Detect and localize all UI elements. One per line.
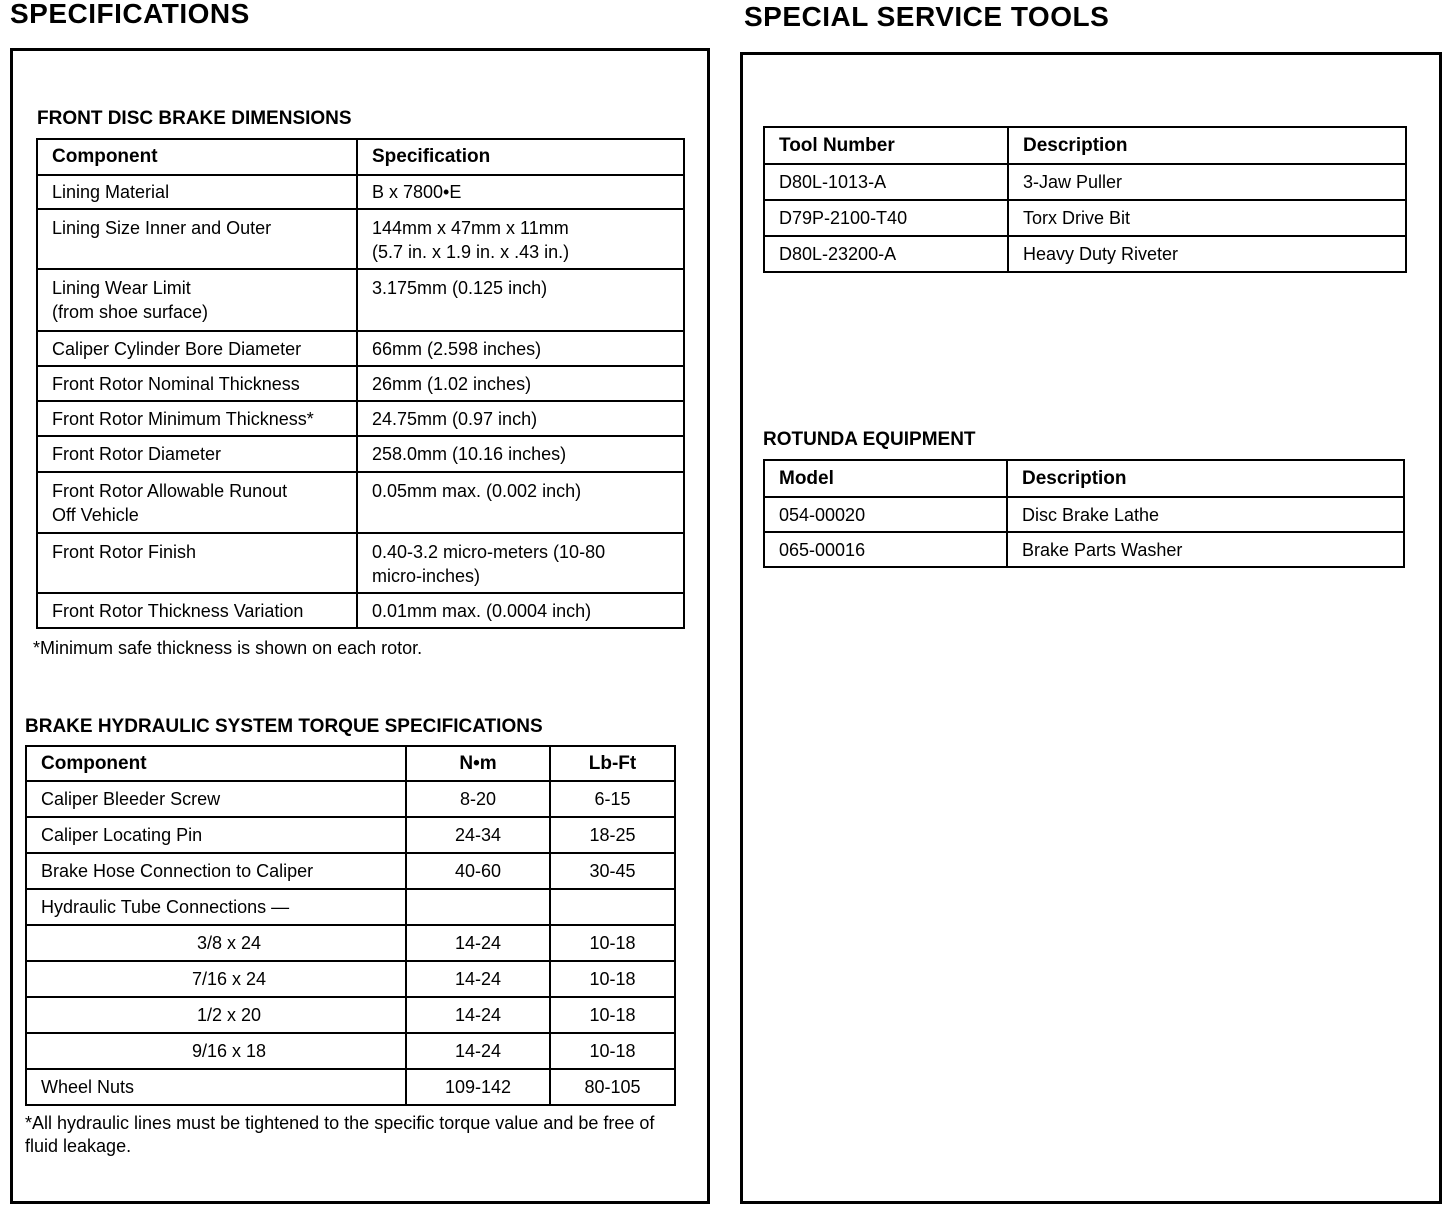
- column-header: Component: [37, 139, 357, 175]
- component-cell: Lining Wear Limit (from shoe surface): [37, 269, 357, 331]
- specification-cell: 0.40-3.2 micro-meters (10-80 micro-inches): [357, 533, 684, 593]
- table-row: [37, 175, 684, 209]
- nm-cell: 24-34: [406, 817, 550, 853]
- component-cell: Lining Material: [37, 175, 357, 209]
- specifications-heading: SPECIFICATIONS: [10, 0, 250, 29]
- table-row: [26, 889, 675, 925]
- special-service-tools-heading: SPECIAL SERVICE TOOLS: [744, 1, 1110, 32]
- column-header: Description: [1008, 127, 1406, 164]
- specification-cell: 0.01mm max. (0.0004 inch): [357, 593, 684, 628]
- nm-cell: 40-60: [406, 853, 550, 889]
- component-cell: 7/16 x 24: [26, 961, 406, 997]
- table-header-row: [37, 139, 684, 175]
- column-header: Tool Number: [764, 127, 1008, 164]
- table-row: [764, 200, 1406, 236]
- component-cell: Hydraulic Tube Connections —: [26, 889, 406, 925]
- specification-cell: 0.05mm max. (0.002 inch): [357, 472, 684, 533]
- table-row: [37, 269, 684, 331]
- table-header-row: [764, 460, 1404, 497]
- tool-description-cell: 3-Jaw Puller: [1008, 164, 1406, 200]
- component-cell: Caliper Bleeder Screw: [26, 781, 406, 817]
- table-row: [26, 781, 675, 817]
- front-disc-footnote: *Minimum safe thickness is shown on each rotor.: [33, 638, 423, 658]
- nm-cell: 8-20: [406, 781, 550, 817]
- front-disc-brake-table: [36, 138, 685, 629]
- column-header: N•m: [406, 746, 550, 781]
- model-cell: 054-00020: [764, 497, 1007, 532]
- table-row: [37, 331, 684, 366]
- table-row: [764, 532, 1404, 567]
- column-header: Specification: [357, 139, 684, 175]
- tool-number-cell: D80L-1013-A: [764, 164, 1008, 200]
- table-row: [26, 1033, 675, 1069]
- specification-cell: 24.75mm (0.97 inch): [357, 401, 684, 436]
- table-row: [37, 436, 684, 472]
- specification-cell: 258.0mm (10.16 inches): [357, 436, 684, 472]
- component-cell: Caliper Cylinder Bore Diameter: [37, 331, 357, 366]
- table-row: [764, 164, 1406, 200]
- tool-description-cell: Torx Drive Bit: [1008, 200, 1406, 236]
- component-cell: Brake Hose Connection to Caliper: [26, 853, 406, 889]
- lbft-cell: 80-105: [550, 1069, 675, 1105]
- column-header: Component: [26, 746, 406, 781]
- front-disc-brake-dimensions-title: FRONT DISC BRAKE DIMENSIONS: [37, 108, 352, 129]
- table-row: [764, 236, 1406, 272]
- nm-cell: 109-142: [406, 1069, 550, 1105]
- torque-footnote: *All hydraulic lines must be tightened to the specific torque value and be free of fluid leakage.: [25, 1113, 655, 1156]
- specification-cell: 144mm x 47mm x 11mm (5.7 in. x 1.9 in. x .43 in.): [357, 209, 684, 269]
- component-cell: Front Rotor Thickness Variation: [37, 593, 357, 628]
- lbft-cell: 30-45: [550, 853, 675, 889]
- lbft-cell: 10-18: [550, 997, 675, 1033]
- component-cell: 9/16 x 18: [26, 1033, 406, 1069]
- component-cell: Front Rotor Diameter: [37, 436, 357, 472]
- table-row: [26, 925, 675, 961]
- table-row: [26, 961, 675, 997]
- table-row: [37, 209, 684, 269]
- table-row: [26, 997, 675, 1033]
- lbft-cell: 10-18: [550, 961, 675, 997]
- column-header: Lb-Ft: [550, 746, 675, 781]
- table-row: [37, 401, 684, 436]
- table-row: [26, 853, 675, 889]
- rotunda-equipment-table: [763, 459, 1405, 568]
- table-row: [37, 366, 684, 401]
- torque-specifications-title: BRAKE HYDRAULIC SYSTEM TORQUE SPECIFICATIONS: [25, 716, 543, 737]
- table-header-row: [764, 127, 1406, 164]
- component-cell: Front Rotor Finish: [37, 533, 357, 593]
- table-row: [26, 1069, 675, 1105]
- lbft-cell: [550, 889, 675, 925]
- tool-description-cell: Heavy Duty Riveter: [1008, 236, 1406, 272]
- component-cell: Caliper Locating Pin: [26, 817, 406, 853]
- specification-cell: 66mm (2.598 inches): [357, 331, 684, 366]
- component-cell: Lining Size Inner and Outer: [37, 209, 357, 269]
- component-cell: Wheel Nuts: [26, 1069, 406, 1105]
- equipment-description-cell: Disc Brake Lathe: [1007, 497, 1404, 532]
- component-cell: Front Rotor Allowable Runout Off Vehicle: [37, 472, 357, 533]
- nm-cell: 14-24: [406, 925, 550, 961]
- table-row: [37, 593, 684, 628]
- component-cell: 3/8 x 24: [26, 925, 406, 961]
- nm-cell: 14-24: [406, 1033, 550, 1069]
- tool-number-cell: D80L-23200-A: [764, 236, 1008, 272]
- model-cell: 065-00016: [764, 532, 1007, 567]
- rotunda-equipment-title: ROTUNDA EQUIPMENT: [763, 429, 976, 450]
- lbft-cell: 6-15: [550, 781, 675, 817]
- column-header: Description: [1007, 460, 1404, 497]
- nm-cell: [406, 889, 550, 925]
- specification-cell: 3.175mm (0.125 inch): [357, 269, 684, 331]
- lbft-cell: 10-18: [550, 1033, 675, 1069]
- equipment-description-cell: Brake Parts Washer: [1007, 532, 1404, 567]
- tool-number-cell: D79P-2100-T40: [764, 200, 1008, 236]
- component-cell: Front Rotor Nominal Thickness: [37, 366, 357, 401]
- table-row: [764, 497, 1404, 532]
- table-header-row: [26, 746, 675, 781]
- torque-specifications-table: [25, 745, 676, 1106]
- specification-cell: 26mm (1.02 inches): [357, 366, 684, 401]
- component-cell: 1/2 x 20: [26, 997, 406, 1033]
- table-row: [26, 817, 675, 853]
- specification-cell: B x 7800•E: [357, 175, 684, 209]
- column-header: Model: [764, 460, 1007, 497]
- nm-cell: 14-24: [406, 961, 550, 997]
- special-service-tools-table: [763, 126, 1407, 273]
- table-row: [37, 533, 684, 593]
- lbft-cell: 18-25: [550, 817, 675, 853]
- nm-cell: 14-24: [406, 997, 550, 1033]
- lbft-cell: 10-18: [550, 925, 675, 961]
- table-row: [37, 472, 684, 533]
- component-cell: Front Rotor Minimum Thickness*: [37, 401, 357, 436]
